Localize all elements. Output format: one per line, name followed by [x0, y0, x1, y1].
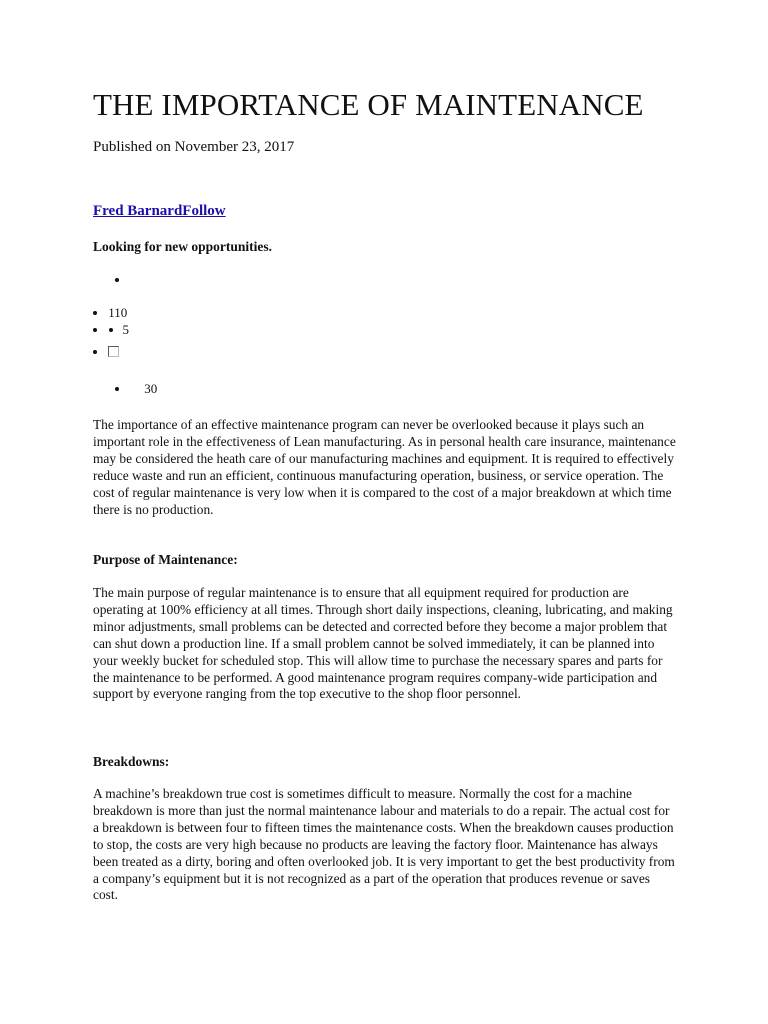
bullet-dot-icon	[93, 328, 97, 332]
likes-count: 110	[108, 305, 128, 320]
bullet-dot-icon	[93, 350, 97, 354]
share-item[interactable]	[93, 344, 119, 360]
comments-item[interactable]	[93, 322, 129, 338]
bullet-dot-icon	[115, 278, 119, 282]
shares-item[interactable]	[115, 381, 157, 397]
purpose-paragraph: The main purpose of regular maintenance is to ensure that all equipment required for production are operating at 100% efficiency at all times. Through short daily inspections, cleaning, lubricating, and making minor adjustments, small problems can be detected and corrected before they become a major problem that can shut down a production line. If a small problem cannot be solved immediately, it can be planned into your weekly bucket for scheduled stop. This will allow time to purchase the necessary spares and parts for the maintenance to be performed. A good maintenance program requires company-wide participation and support by everyone ranging from the top executive to the shop floor personnel.	[93, 585, 673, 702]
empty-list-item	[115, 272, 119, 288]
bullet-dot-icon	[93, 311, 97, 315]
page-title: THE IMPORTANCE OF MAINTENANCE	[93, 87, 644, 122]
author-tagline: Looking for new opportunities.	[93, 239, 273, 254]
purpose-heading: Purpose of Maintenance:	[93, 552, 238, 567]
intro-paragraph: The importance of an effective maintenance program can never be overlooked because it plays such an important role in the effectiveness of Lean manufacturing. As in personal health care insurance, maintenance may be considered the heath care of our manufacturing machines and equipment. It is required to effectively reduce waste and run an efficient, continuous manufacturing operation, business, or service operation. The cost of regular maintenance is very low when it is compared to the cost of a major breakdown at which time there is no production.	[93, 417, 676, 517]
bullet-dot-icon	[115, 387, 119, 391]
share-checkbox-icon[interactable]	[108, 346, 119, 357]
published-date: Published on November 23, 2017	[93, 139, 295, 155]
comments-count: 5	[122, 322, 129, 337]
likes-item[interactable]	[93, 305, 127, 321]
breakdowns-paragraph: A machine’s breakdown true cost is sometimes difficult to measure. Normally the cost for a machine breakdown is more than just the normal maintenance labour and materials to do a repair. The actual cost for a breakdown is between four to fifteen times the maintenance costs. When the breakdown causes production to stop, the costs are very high because no products are leaving the factory floor. Maintenance has always been treated as a dirty, boring and often overlooked job. It is very important to get the best productivity from a company’s equipment but it is not recognized as a part of the operation that produces revenue or saves cost.	[93, 786, 675, 903]
breakdowns-heading: Breakdowns:	[93, 754, 170, 769]
bullet-dot-icon	[109, 328, 113, 332]
shares-count: 30	[144, 381, 158, 396]
author-follow-link[interactable]: Fred BarnardFollow	[93, 203, 226, 219]
